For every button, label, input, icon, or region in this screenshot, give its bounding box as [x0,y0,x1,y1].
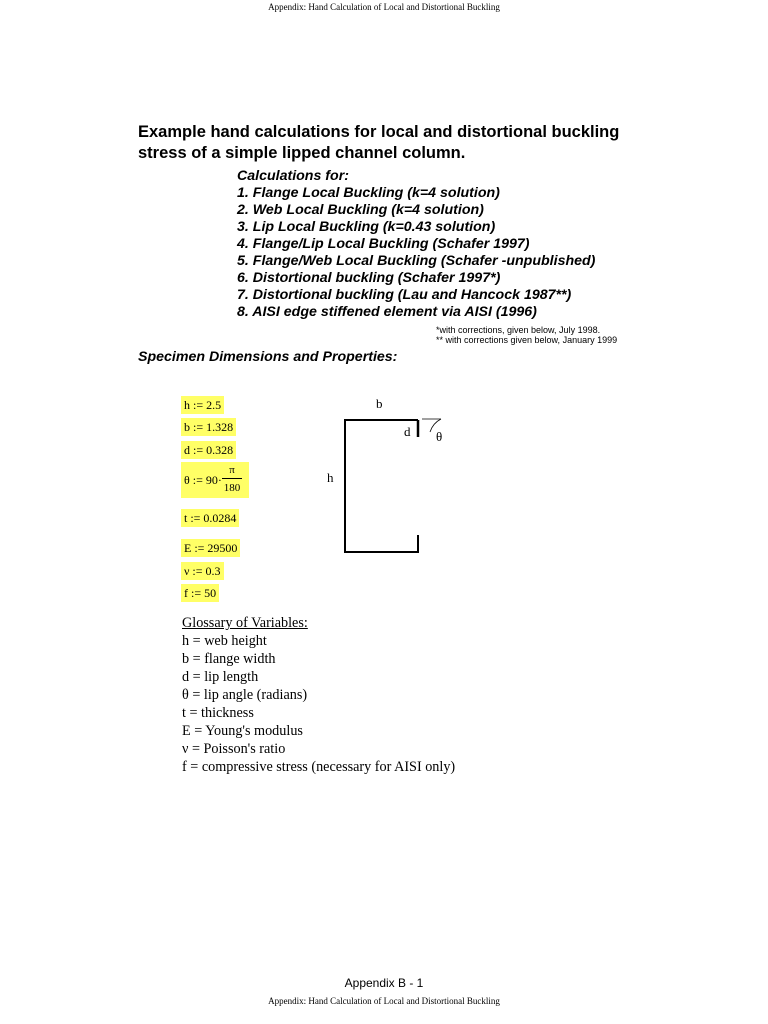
glossary-item: b = flange width [182,651,276,667]
calculation-item: 7. Distortional buckling (Lau and Hancock 1987**) [237,287,572,303]
glossary-item: h = web height [182,633,267,649]
document-title: Example hand calculations for local and distortional buckling stress of a simple lipped channel column. [138,123,620,162]
channel-outline [345,420,418,552]
theta-numerator: π [222,463,242,479]
label-theta: θ [436,429,443,444]
var-E: E := 29500 [181,539,240,557]
page-number: Appendix B - 1 [344,976,424,990]
var-nu: ν := 0.3 [181,562,224,580]
calculation-item: 4. Flange/Lip Local Buckling (Schafer 1997) [237,236,530,252]
correction-notes [436,325,617,345]
var-f: f := 50 [181,584,219,602]
label-b: b [376,396,383,411]
glossary [182,614,455,776]
glossary-item: ν = Poisson's ratio [182,741,286,757]
var-theta [181,462,249,498]
label-d: d [404,424,411,439]
calculation-item: 2. Web Local Buckling (k=4 solution) [237,202,484,218]
var-theta-prefix: θ := 90· [184,473,222,487]
specimen-heading: Specimen Dimensions and Properties: [138,349,398,365]
page-footer: Appendix: Hand Calculation of Local and Distortional Buckling [268,996,500,1006]
calculation-item: 5. Flange/Web Local Buckling (Schafer -unpublished) [237,253,596,269]
correction-note: ** with corrections given below, January 1999 [436,335,618,345]
label-h: h [327,470,334,485]
calculation-item: 3. Lip Local Buckling (k=0.43 solution) [237,219,496,235]
glossary-title: Glossary of Variables: [182,615,308,631]
glossary-item: d = lip length [182,669,259,685]
calculation-item: 8. AISI edge stiffened element via AISI (1996) [237,304,537,320]
glossary-item: f = compressive stress (necessary for AISI only) [182,759,456,775]
theta-fraction [222,463,242,495]
channel-section-diagram [320,390,460,565]
glossary-item: t = thickness [182,705,254,721]
correction-note: *with corrections, given below, July 1998. [436,325,601,335]
var-b: b := 1.328 [181,418,236,436]
calculation-item: 1. Flange Local Buckling (k=4 solution) [237,185,500,201]
calculation-item: 6. Distortional buckling (Schafer 1997*) [237,270,501,286]
glossary-item: θ = lip angle (radians) [182,687,308,703]
var-t: t := 0.0284 [181,509,239,527]
calculations-heading: Calculations for: [237,168,349,184]
var-d: d := 0.328 [181,441,236,459]
glossary-item: E = Young's modulus [182,723,303,739]
theta-denominator: 180 [223,482,241,494]
page-header: Appendix: Hand Calculation of Local and Distortional Buckling [268,2,500,12]
var-h: h := 2.5 [181,396,224,414]
